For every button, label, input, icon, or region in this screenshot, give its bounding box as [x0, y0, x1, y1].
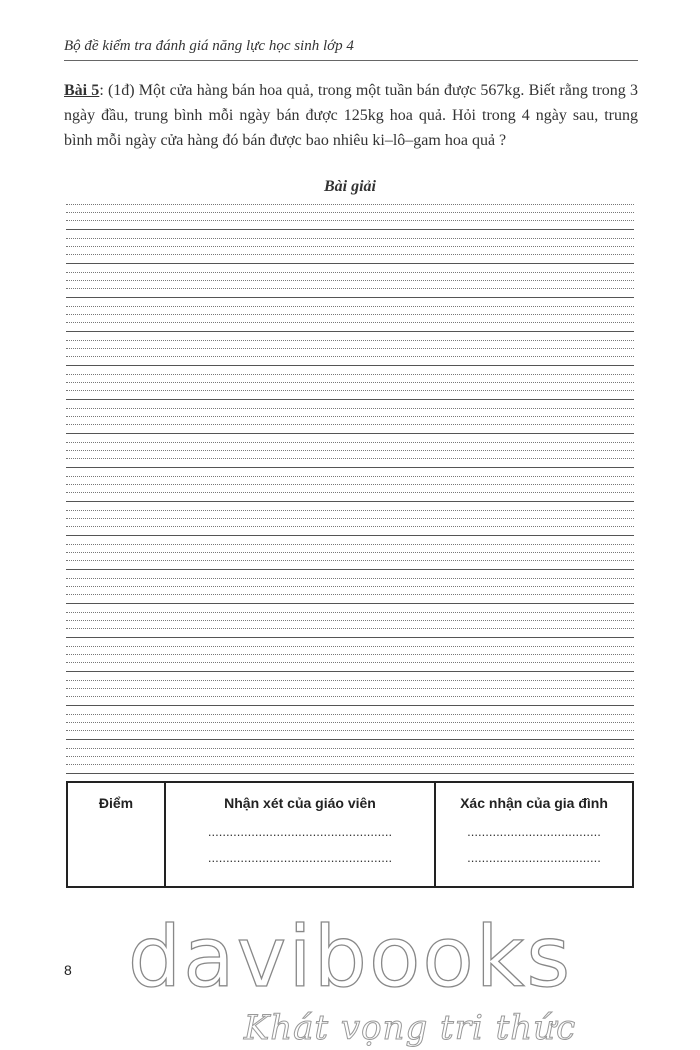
writing-row [66, 476, 634, 510]
dotted-line [66, 348, 634, 349]
family-confirm-cell[interactable] [435, 782, 633, 887]
dotted-line [66, 628, 634, 629]
writing-row [66, 306, 634, 340]
writing-row [66, 408, 634, 442]
score-header: Điểm [98, 795, 134, 811]
dotted-line [66, 594, 634, 595]
dotted-line [66, 578, 634, 579]
dotted-line [66, 272, 634, 273]
answer-lines[interactable] [66, 204, 634, 776]
solid-line [66, 739, 634, 740]
dotted-line [66, 764, 634, 765]
dotted-line [66, 586, 634, 587]
dotted-line [66, 680, 634, 681]
dotted-line [66, 730, 634, 731]
dotted-line [66, 544, 634, 545]
dotted-line [66, 204, 634, 205]
dotted-line [66, 714, 634, 715]
dotted-line [66, 408, 634, 409]
dotted-line [66, 510, 634, 511]
dotted-line [66, 450, 634, 451]
dotted-line [66, 424, 634, 425]
dotted-line [66, 238, 634, 239]
dotted-line [66, 246, 634, 247]
dotted-line [66, 382, 634, 383]
solid-line [66, 229, 634, 230]
dotted-line [66, 612, 634, 613]
solid-line [66, 331, 634, 332]
writing-row [66, 646, 634, 680]
solid-line [66, 671, 634, 672]
dotted-line [66, 442, 634, 443]
dotted-line [66, 458, 634, 459]
solid-line [66, 399, 634, 400]
writing-row [66, 748, 634, 782]
solid-line [66, 637, 634, 638]
page-number: 8 [64, 962, 72, 978]
dotted-line [66, 212, 634, 213]
score-cell[interactable] [67, 782, 165, 887]
dotted-line [66, 654, 634, 655]
dotted-line [66, 688, 634, 689]
page-header: Bộ đề kiểm tra đánh giá năng lực học sinh lớp 4 [64, 38, 638, 61]
writing-row [66, 612, 634, 646]
family-confirm-header: Xác nhận của gia đình [460, 795, 608, 811]
dotted-line [66, 390, 634, 391]
writing-row [66, 680, 634, 714]
dotted-line [66, 322, 634, 323]
solution-title: Bài giải [323, 178, 376, 195]
writing-row [66, 578, 634, 612]
teacher-comment-cell[interactable] [165, 782, 435, 887]
dotted-line [66, 696, 634, 697]
teacher-comment-dots-2: ................................................... [207, 850, 393, 865]
solid-line [66, 773, 634, 774]
dotted-line [66, 484, 634, 485]
dotted-line [66, 492, 634, 493]
solid-line [66, 535, 634, 536]
solid-line [66, 297, 634, 298]
dotted-line [66, 722, 634, 723]
solid-line [66, 263, 634, 264]
dotted-line [66, 254, 634, 255]
teacher-comment-header: Nhận xét của giáo viên [224, 795, 376, 811]
solid-line [66, 433, 634, 434]
dotted-line [66, 560, 634, 561]
dotted-line [66, 518, 634, 519]
family-confirm-dots-2: ..................................... [467, 850, 601, 865]
dotted-line [66, 756, 634, 757]
dotted-line [66, 620, 634, 621]
problem-statement [64, 78, 638, 153]
dotted-line [66, 356, 634, 357]
dotted-line [66, 748, 634, 749]
brand-watermark: davibooks [127, 908, 573, 1006]
dotted-line [66, 662, 634, 663]
problem-label: Bài 5 [64, 82, 100, 99]
writing-row [66, 442, 634, 476]
solid-line [66, 705, 634, 706]
dotted-line [66, 340, 634, 341]
dotted-line [66, 314, 634, 315]
writing-row [66, 544, 634, 578]
solid-line [66, 569, 634, 570]
solid-line [66, 501, 634, 502]
dotted-line [66, 280, 634, 281]
dotted-line [66, 552, 634, 553]
brand-slogan: Khát vọng tri thức [243, 1008, 577, 1048]
dotted-line [66, 416, 634, 417]
writing-row [66, 204, 634, 238]
problem-text: : (1đ) Một cửa hàng bán hoa quả, trong một tuần bán được 567kg. Biết rằng trong 3 ngày đầu, trung bình mỗi ngày bán được 125kg hoa quả. Hỏi trong 4 ngày sau, trung bình mỗi ngày cửa hàng đó bán được bao nhiêu ki–lô–gam hoa quả ? [64, 82, 638, 149]
dotted-line [66, 646, 634, 647]
solid-line [66, 467, 634, 468]
writing-row [66, 340, 634, 374]
teacher-comment-dots-1: ................................................... [207, 824, 393, 839]
family-confirm-dots-1: ..................................... [467, 824, 601, 839]
writing-row [66, 714, 634, 748]
writing-row [66, 510, 634, 544]
writing-row [66, 272, 634, 306]
grade-table [66, 781, 634, 888]
dotted-line [66, 374, 634, 375]
dotted-line [66, 476, 634, 477]
dotted-line [66, 526, 634, 527]
dotted-line [66, 306, 634, 307]
writing-row [66, 238, 634, 272]
dotted-line [66, 220, 634, 221]
solid-line [66, 365, 634, 366]
dotted-line [66, 288, 634, 289]
solid-line [66, 603, 634, 604]
writing-row [66, 374, 634, 408]
